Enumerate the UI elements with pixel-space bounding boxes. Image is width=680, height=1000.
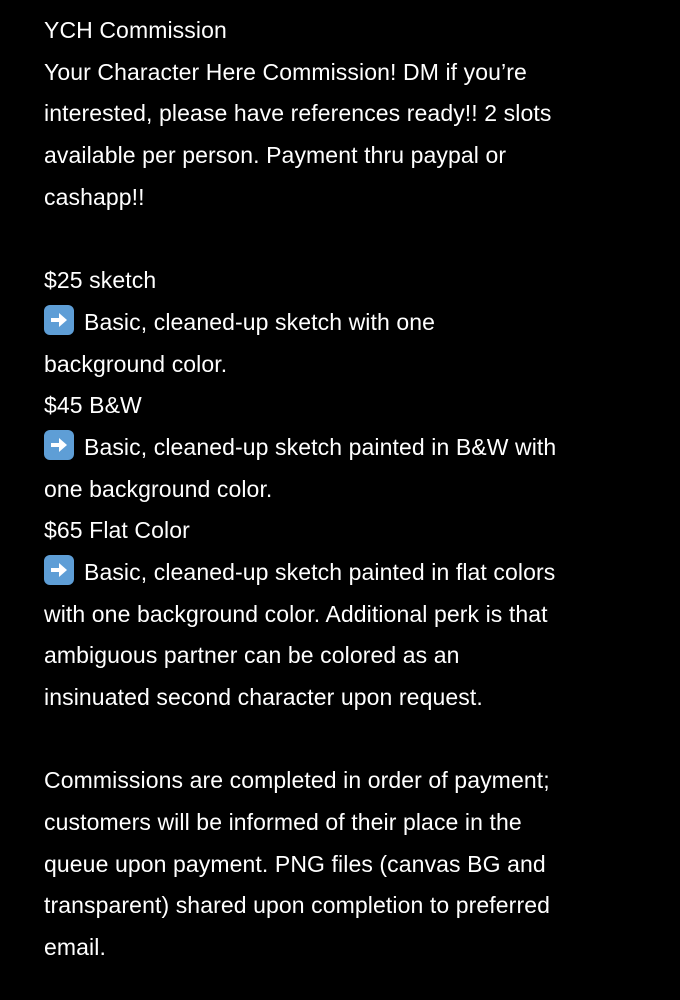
right-arrow-icon xyxy=(44,555,74,585)
tier-description-text: Basic, cleaned-up sketch painted in B&W with xyxy=(84,433,557,460)
tier-heading: $45 B&W xyxy=(44,392,142,419)
note-title: YCH Commission xyxy=(44,17,227,43)
paragraph-gap xyxy=(44,218,644,260)
tier-description-line xyxy=(44,302,644,344)
footer-line: queue upon payment. PNG files (canvas BG and xyxy=(44,850,546,877)
footer-line: Commissions are completed in order of payment; xyxy=(44,767,550,794)
tier-description-line: one background color. xyxy=(44,475,273,502)
intro-line: cashapp!! xyxy=(44,183,145,210)
note-body xyxy=(44,10,644,969)
tier-description-text: Basic, cleaned-up sketch with one xyxy=(84,308,436,335)
tier-description-line xyxy=(44,427,644,469)
tier-description-line: with one background color. Additional perk is that xyxy=(44,600,548,627)
tier-description-line: background color. xyxy=(44,350,228,377)
footer-line: customers will be informed of their place in the xyxy=(44,809,522,836)
tier-description-line: ambiguous partner can be colored as an xyxy=(44,642,460,669)
intro-line: interested, please have references ready!! 2 slots xyxy=(44,100,552,127)
tier-heading: $25 sketch xyxy=(44,267,157,294)
intro-line: available per person. Payment thru paypal or xyxy=(44,142,507,169)
intro-line: Your Character Here Commission! DM if you’re xyxy=(44,58,527,85)
footer-line: email. xyxy=(44,934,106,961)
right-arrow-icon xyxy=(44,305,74,335)
right-arrow-icon xyxy=(44,430,74,460)
paragraph-gap xyxy=(44,719,644,761)
footer-line: transparent) shared upon completion to preferred xyxy=(44,892,550,919)
tier-description-line: insinuated second character upon request. xyxy=(44,684,483,710)
tier-heading: $65 Flat Color xyxy=(44,517,190,544)
tier-description-text: Basic, cleaned-up sketch painted in flat colors xyxy=(84,558,556,585)
tier-description-line xyxy=(44,552,644,594)
